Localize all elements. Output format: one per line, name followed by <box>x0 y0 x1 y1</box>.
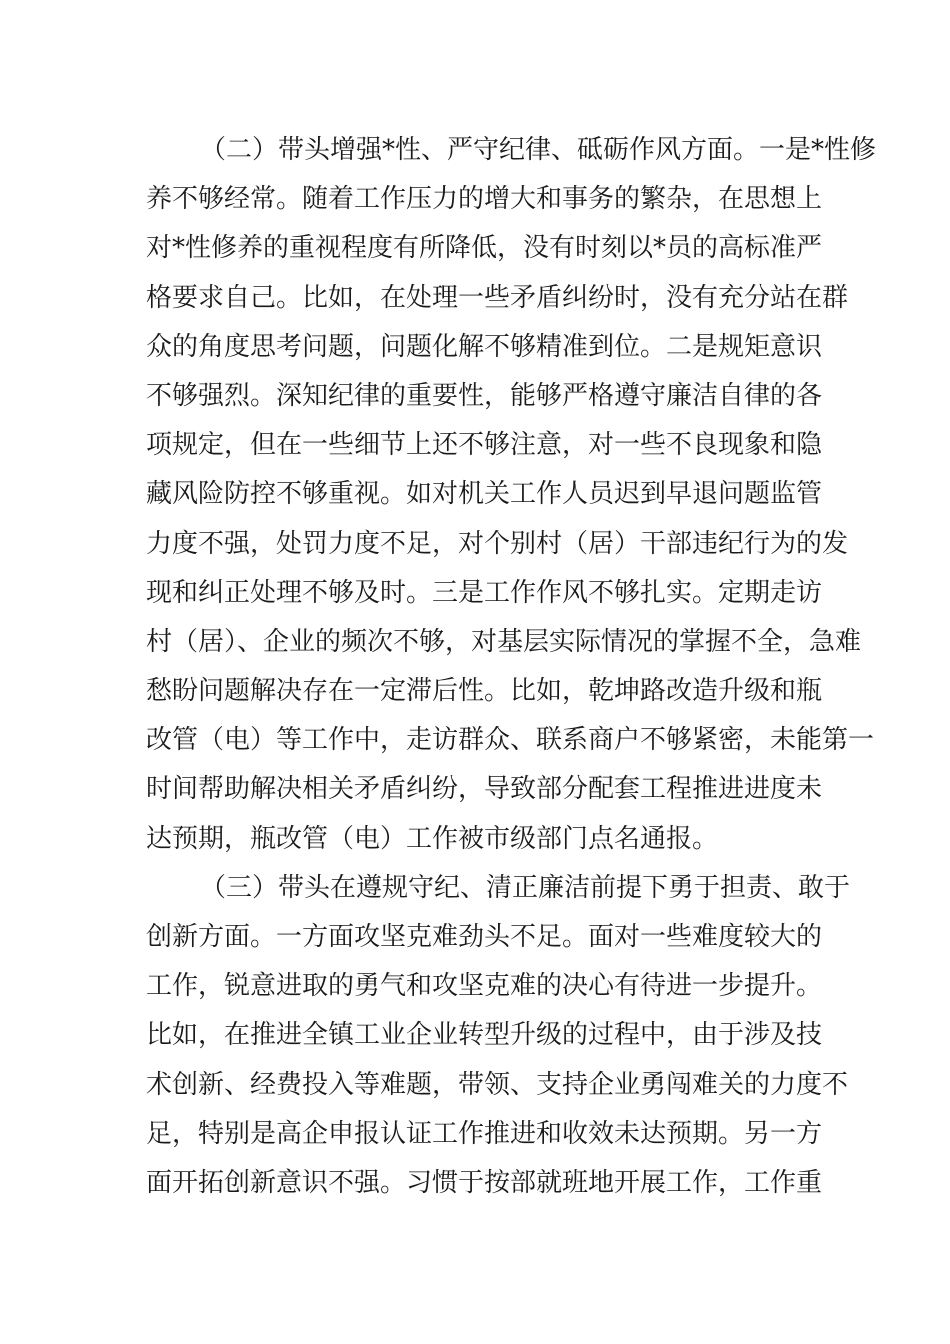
paragraph-2-line-3: 对*性修养的重视程度有所降低，没有时刻以*员的高标准严 <box>146 233 823 264</box>
paragraph-2-line-14: 时间帮助解决相关矛盾纠纷，导致部分配套工程推进进度未 <box>146 774 823 805</box>
paragraph-2-line-15: 达预期，瓶改管（电）工作被市级部门点名通报。 <box>146 823 719 854</box>
paragraph-3-line-1: （三）带头在遵规守纪、清正廉洁前提下勇于担责、敢于 <box>200 872 851 903</box>
paragraph-3-line-6: 足，特别是高企申报认证工作推进和收效未达预期。另一方 <box>146 1118 823 1149</box>
paragraph-2-line-4: 格要求自己。比如，在处理一些矛盾纠纷时，没有充分站在群 <box>146 282 849 313</box>
paragraph-2-line-7: 项规定，但在一些细节上还不够注意，对一些不良现象和隐 <box>146 430 823 461</box>
paragraph-3-line-5: 术创新、经费投入等难题，带领、支持企业勇闯难关的力度不 <box>146 1069 849 1100</box>
body-text <box>146 126 877 1208</box>
paragraph-2-line-11: 村（居）、企业的频次不够，对基层实际情况的掌握不全，急难 <box>146 626 862 657</box>
paragraph-2-line-2: 养不够经常。随着工作压力的增大和事务的繁杂，在思想上 <box>146 184 823 215</box>
paragraph-2-line-8: 藏风险防控不够重视。如对机关工作人员迟到早退问题监管 <box>146 479 823 510</box>
paragraph-2-line-1: （二）带头增强*性、严守纪律、砥砺作风方面。一是*性修 <box>200 135 877 165</box>
paragraph-3-line-4: 比如，在推进全镇工业企业转型升级的过程中，由于涉及技 <box>146 1020 823 1051</box>
paragraph-2-line-9: 力度不强，处罚力度不足，对个别村（居）干部违纪行为的发 <box>146 528 849 559</box>
paragraph-3-line-3: 工作，锐意进取的勇气和攻坚克难的决心有待进一步提升。 <box>146 971 823 1002</box>
paragraph-3-line-2: 创新方面。一方面攻坚克难劲头不足。面对一些难度较大的 <box>146 922 823 952</box>
paragraph-3-line-7: 面开拓创新意识不强。习惯于按部就班地开展工作，工作重 <box>146 1167 823 1198</box>
paragraph-2-line-13: 改管（电）等工作中，走访群众、联系商户不够紧密，未能第一 <box>146 725 875 756</box>
paragraph-2-line-5: 众的角度思考问题，问题化解不够精准到位。二是规矩意识 <box>146 331 823 362</box>
paragraph-2-line-10: 现和纠正处理不够及时。三是工作作风不够扎实。定期走访 <box>146 577 823 608</box>
paragraph-2-line-12: 愁盼问题解决存在一定滞后性。比如，乾坤路改造升级和瓶 <box>146 676 823 707</box>
paragraph-2-line-6: 不够强烈。深知纪律的重要性，能够严格遵守廉洁自律的各 <box>146 380 823 411</box>
